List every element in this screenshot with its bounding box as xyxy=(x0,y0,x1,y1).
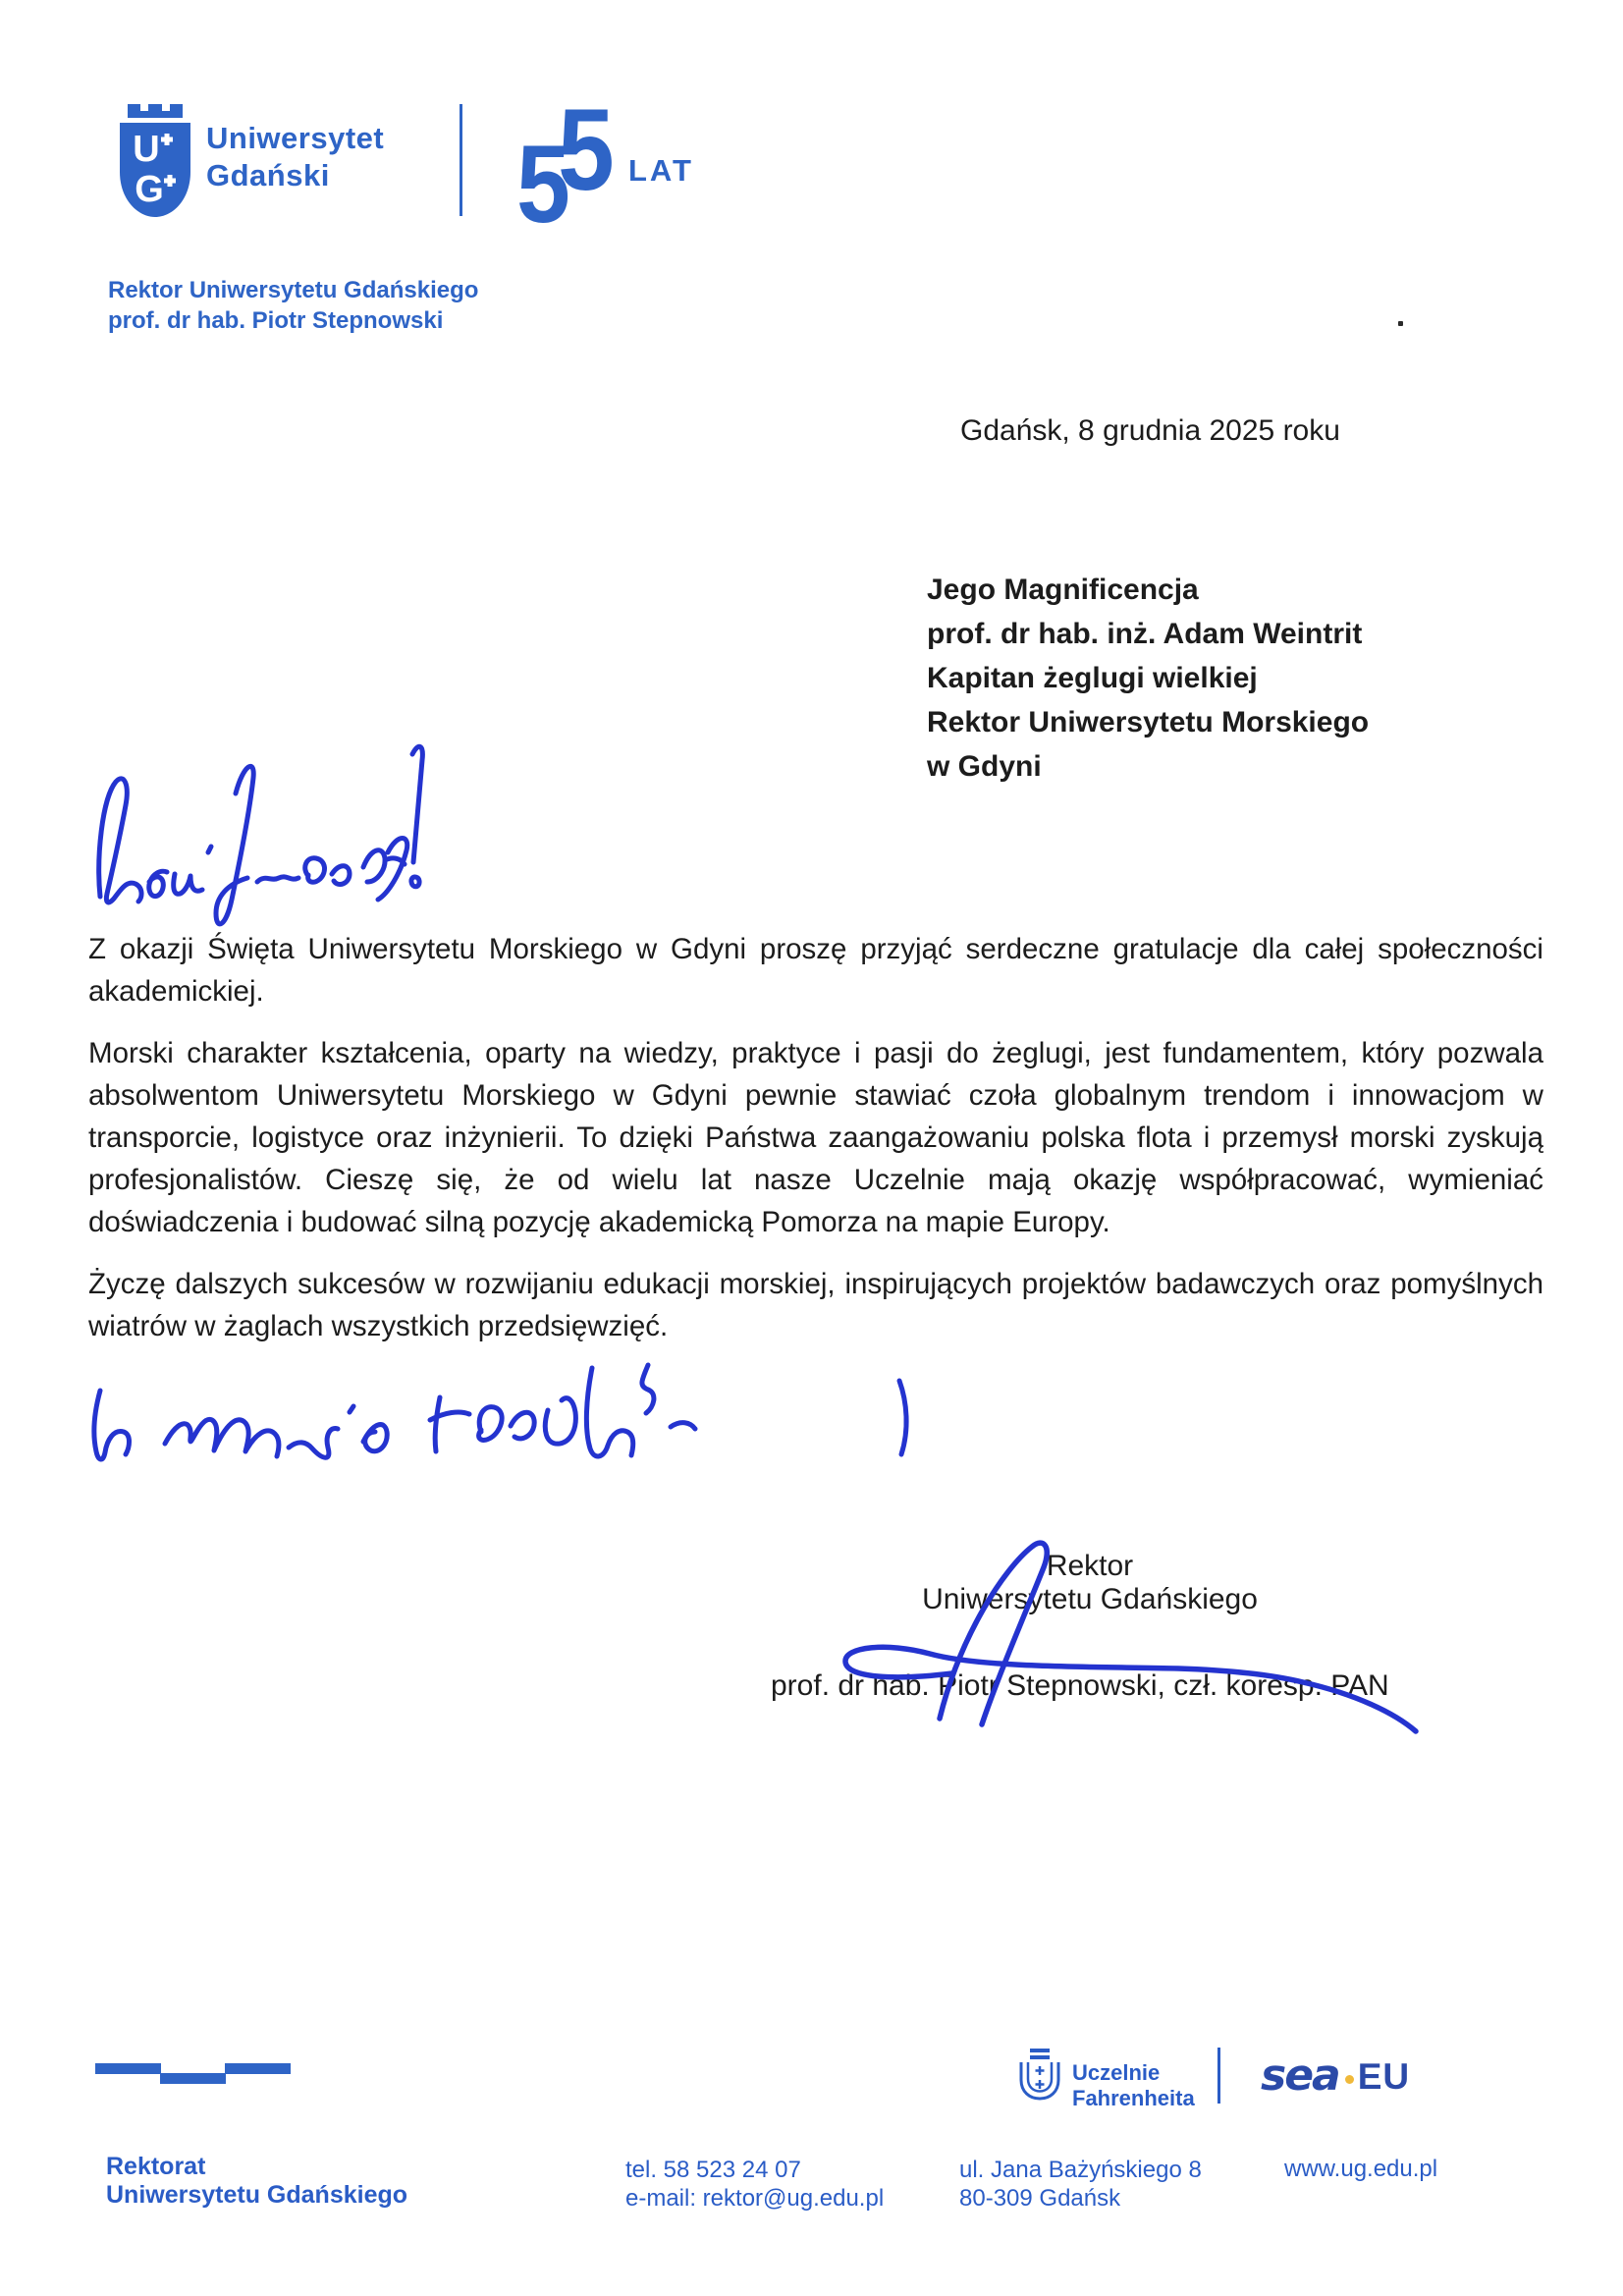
footer-bars-decoration xyxy=(95,2063,292,2085)
footer-office-line1: Rektorat xyxy=(106,2153,206,2180)
footer-office-block xyxy=(106,2153,407,2210)
body-paragraph: Morski charakter kształcenia, oparty na wiedzy, praktyce i pasji do żeglugi, jest fundamentem, który pozwala absolwentom Uniwersytetu Morskiego w Gdyni pewnie stawiać czoła globalnym trendom i innowacjom w transporcie, logistyce oraz inżynierii. To dzięki Państwa zaangażowaniu polska flota i przemysł morski zyskują profesjonalistów. Cieszę się, że od wielu lat nasze Uczelnie mają okazję współpracować, wymieniać doświadczenia i budować silną pozycję akademicką Pomorza na mapie Europy. xyxy=(88,1037,1543,1238)
scan-artifact-dot xyxy=(1398,321,1403,326)
svg-text:G: G xyxy=(135,169,164,210)
fahrenheit-label-line1: Uczelnie xyxy=(1072,2060,1161,2085)
anniversary-digit-right: 5 xyxy=(558,85,615,215)
recipient-line: w Gdyni xyxy=(927,750,1042,783)
university-wordmark xyxy=(206,120,384,194)
footer-phone: tel. 58 523 24 07 xyxy=(625,2157,801,2183)
sender-name: prof. dr hab. Piotr Stepnowski xyxy=(108,307,444,334)
recipient-line: prof. dr hab. inż. Adam Weintrit xyxy=(927,618,1363,650)
header-divider xyxy=(460,104,462,216)
fahrenheit-universities-label xyxy=(1072,2060,1195,2111)
svg-text:U: U xyxy=(133,129,160,170)
anniversary-label: LAT xyxy=(628,153,694,188)
footer-address-line1: ul. Jana Bażyńskiego 8 xyxy=(959,2157,1202,2183)
signature-role-line1: Rektor xyxy=(1046,1550,1134,1582)
body-paragraph: Z okazji Święta Uniwersytetu Morskiego w Gdyni proszę przyjąć serdeczne gratulacje dla całej społeczności akademickiej. xyxy=(88,933,1543,1008)
fahrenheit-label-line2: Fahrenheita xyxy=(1072,2086,1195,2110)
university-name-line1: Uniwersytet xyxy=(206,121,385,155)
crown-icon xyxy=(128,104,183,118)
sea-eu-logo xyxy=(1261,2050,1411,2101)
footer-contact-block xyxy=(625,2156,884,2213)
sea-eu-wordmark-sea: sea xyxy=(1261,2050,1339,2101)
recipient-block xyxy=(927,568,1369,789)
footer-office-line2: Uniwersytetu Gdańskiego xyxy=(106,2181,408,2209)
ug-crest-logo xyxy=(116,102,194,220)
anniversary-digit-left: 5 xyxy=(516,123,570,246)
signature-name: prof. dr hab. Piotr Stepnowski, czł. koresp. PAN xyxy=(771,1669,1389,1702)
sender-block xyxy=(108,275,478,336)
handwritten-salutation xyxy=(88,735,461,936)
footer-website: www.ug.edu.pl xyxy=(1284,2156,1438,2182)
anniversary-55-lat-logo xyxy=(516,85,713,246)
footer-address-block xyxy=(959,2156,1202,2213)
footer-logo-divider xyxy=(1217,2048,1220,2104)
university-name-line2: Gdański xyxy=(206,158,330,192)
body-paragraph: Życzę dalszych sukcesów w rozwijaniu edukacji morskiej, inspirujących projektów badawczych oraz pomyślnych wiatrów w żaglach wszystkich przedsięwzięć. xyxy=(88,1268,1543,1342)
recipient-line: Jego Magnificencja xyxy=(927,574,1199,606)
footer-address-line2: 80-309 Gdańsk xyxy=(959,2185,1121,2212)
sea-eu-wordmark-eu: EU xyxy=(1357,2055,1411,2097)
handwritten-closing-signature xyxy=(86,1353,931,1476)
signature-flourish xyxy=(805,1532,1434,1768)
signature-role-line2: Uniwersytetu Gdańskiego xyxy=(922,1583,1258,1615)
fahrenheit-universities-icon xyxy=(1017,2049,1062,2102)
recipient-line: Rektor Uniwersytetu Morskiego xyxy=(927,706,1370,738)
letter-body xyxy=(88,928,1543,1367)
sender-title: Rektor Uniwersytetu Gdańskiego xyxy=(108,277,479,303)
footer-email: e-mail: rektor@ug.edu.pl xyxy=(625,2185,885,2212)
recipient-line: Kapitan żeglugi wielkiej xyxy=(927,662,1258,694)
sea-eu-dot-icon xyxy=(1345,2075,1354,2084)
dateline: Gdańsk, 8 grudnia 2025 roku xyxy=(960,414,1340,447)
